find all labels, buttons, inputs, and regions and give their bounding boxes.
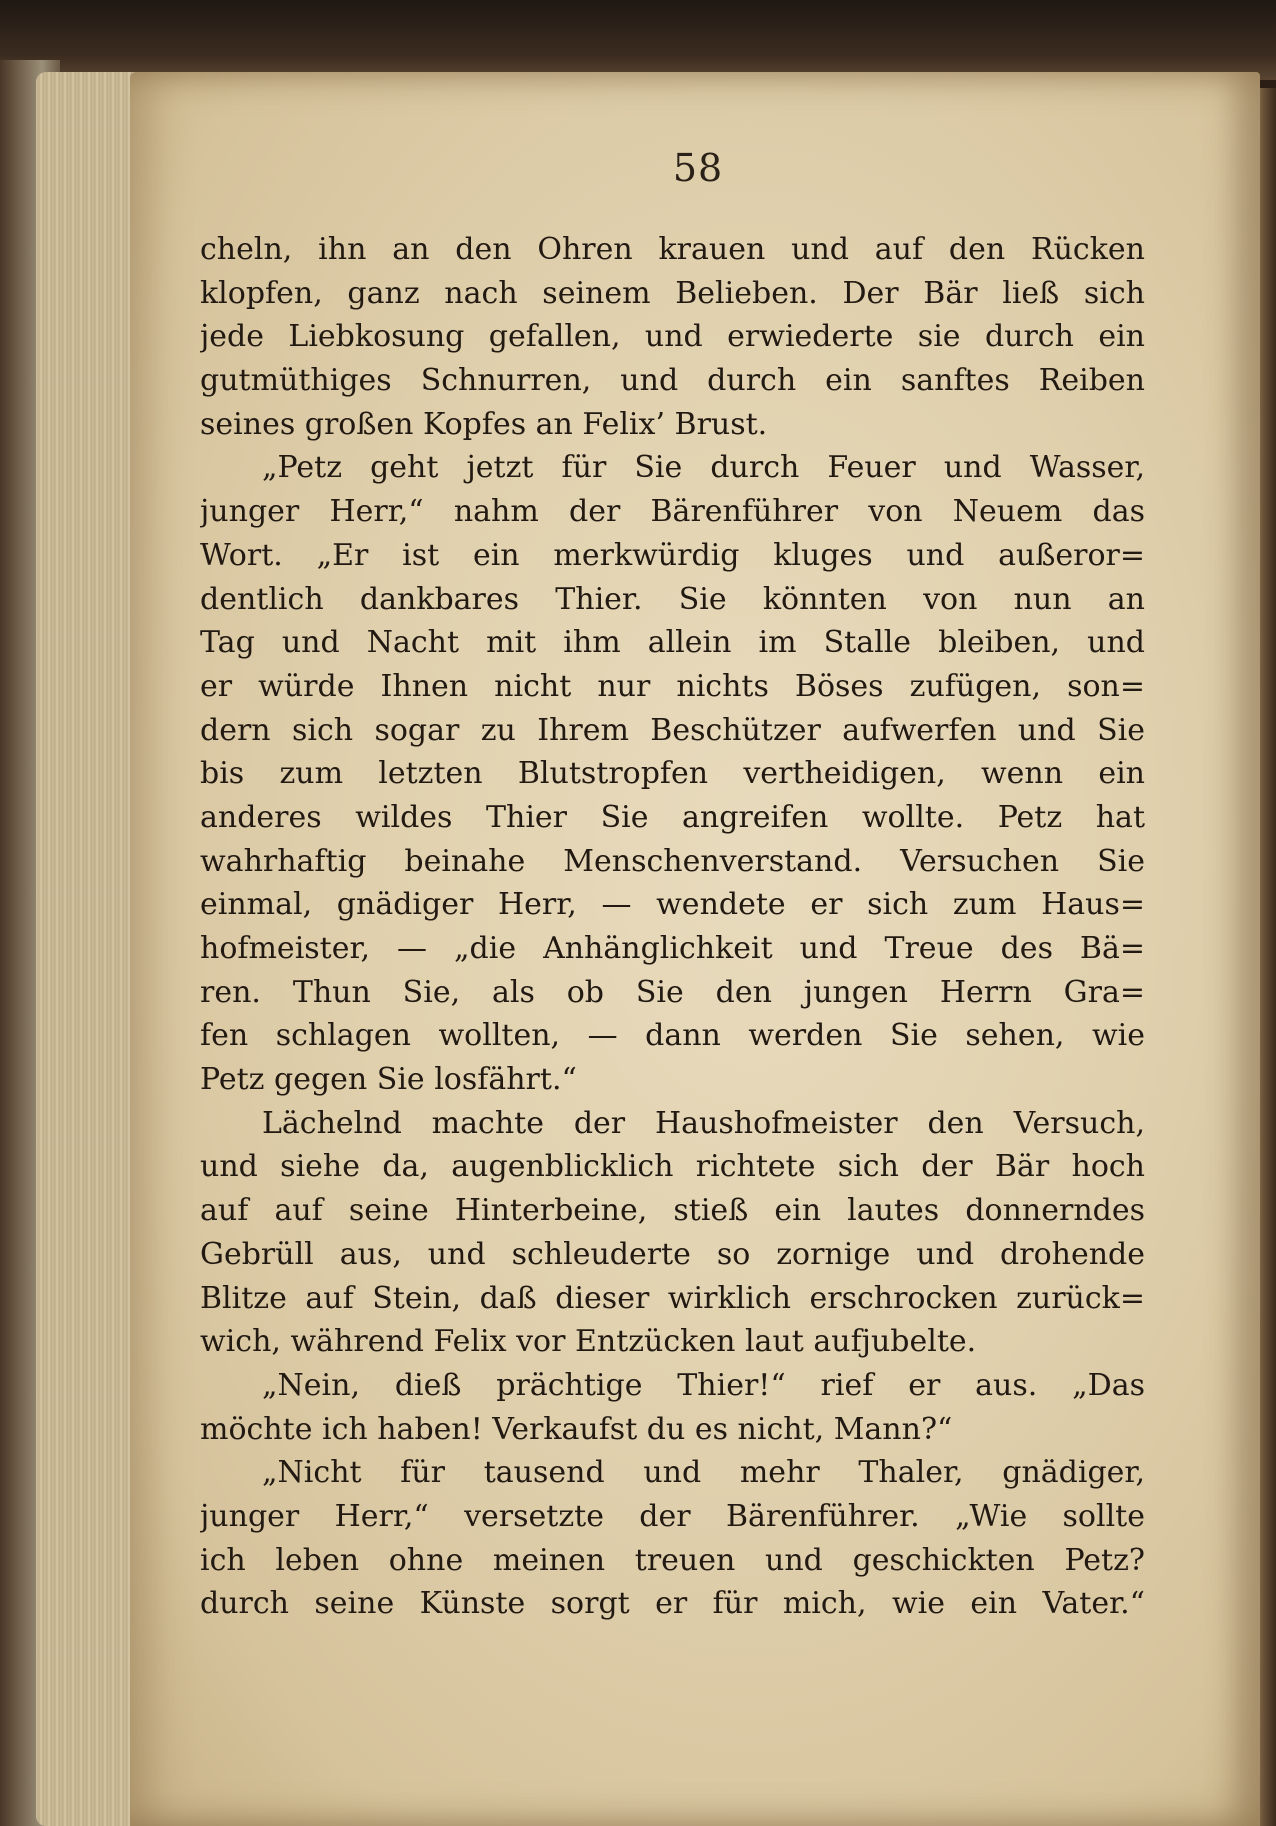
- text-line: „Nein, dieß prächtige Thier!“ rief er aus. „Das: [262, 1367, 1145, 1403]
- text-line: er würde Ihnen nicht nur nichts Böses zufügen, son=: [200, 668, 1145, 704]
- text-line: wahrhaftig beinahe Menschenverstand. Versuchen Sie: [200, 843, 1145, 879]
- text-line: ren. Thun Sie, als ob Sie den jungen Herrn Gra=: [200, 974, 1145, 1010]
- text-line: junger Herr,“ versetzte der Bärenführer. „Wie sollte: [200, 1498, 1145, 1534]
- text-line: cheln, ihn an den Ohren krauen und auf den Rücken: [200, 232, 1145, 267]
- text-line: durch seine Künste sorgt er für mich, wie ein Vater.“: [200, 1586, 1145, 1622]
- text-line: auf auf seine Hinterbeine, stieß ein lautes donnerndes: [200, 1193, 1145, 1229]
- text-line: seines großen Kopfes an Felix’ Brust.: [200, 406, 768, 442]
- text-line: klopfen, ganz nach seinem Belieben. Der Bär ließ sich: [200, 275, 1145, 311]
- text-line: anderes wildes Thier Sie angreifen wollte. Petz hat: [200, 799, 1145, 835]
- text-line: junger Herr,“ nahm der Bärenführer von Neuem das: [200, 494, 1145, 530]
- text-line: gutmüthiges Schnurren, und durch ein sanftes Reiben: [200, 363, 1145, 399]
- text-line: „Petz geht jetzt für Sie durch Feuer und Wasser,: [262, 450, 1145, 486]
- text-line: dentlich dankbares Thier. Sie könnten von nun an: [200, 581, 1145, 617]
- text-line: Tag und Nacht mit ihm allein im Stalle bleiben, und: [200, 625, 1145, 661]
- text-line: „Nicht für tausend und mehr Thaler, gnädiger,: [262, 1455, 1145, 1491]
- text-line: wich, während Felix vor Entzücken laut aufjubelte.: [200, 1324, 977, 1360]
- text-line: dern sich sogar zu Ihrem Beschützer aufwerfen und Sie: [200, 712, 1145, 748]
- text-line: Petz gegen Sie losfährt.“: [200, 1062, 577, 1098]
- body-text: [200, 228, 1145, 1626]
- text-line: hofmeister, — „die Anhänglichkeit und Treue des Bä=: [200, 931, 1145, 966]
- page-number: 58: [672, 146, 724, 190]
- text-line: und siehe da, augenblicklich richtete sich der Bär hoch: [200, 1149, 1145, 1185]
- text-line: einmal, gnädiger Herr, — wendete er sich zum Haus=: [200, 887, 1145, 923]
- text-line: fen schlagen wollten, — dann werden Sie sehen, wie: [200, 1018, 1145, 1054]
- text-line: ich leben ohne meinen treuen und geschickten Petz?: [200, 1542, 1145, 1578]
- text-line: Blitze auf Stein, daß dieser wirklich erschrocken zurück=: [200, 1280, 1145, 1316]
- text-line: möchte ich haben! Verkaufst du es nicht, Mann?“: [200, 1411, 953, 1447]
- text-line: Lächelnd machte der Haushofmeister den Versuch,: [262, 1105, 1145, 1141]
- text-line: Wort. „Er ist ein merkwürdig kluges und außeror=: [200, 537, 1145, 573]
- text-line: Gebrüll aus, und schleuderte so zornige und drohende: [200, 1236, 1145, 1272]
- text-line: jede Liebkosung gefallen, und erwiederte sie durch ein: [200, 319, 1145, 355]
- text-line: bis zum letzten Blutstropfen vertheidigen, wenn ein: [200, 756, 1145, 792]
- book-cover-top: [0, 0, 1276, 80]
